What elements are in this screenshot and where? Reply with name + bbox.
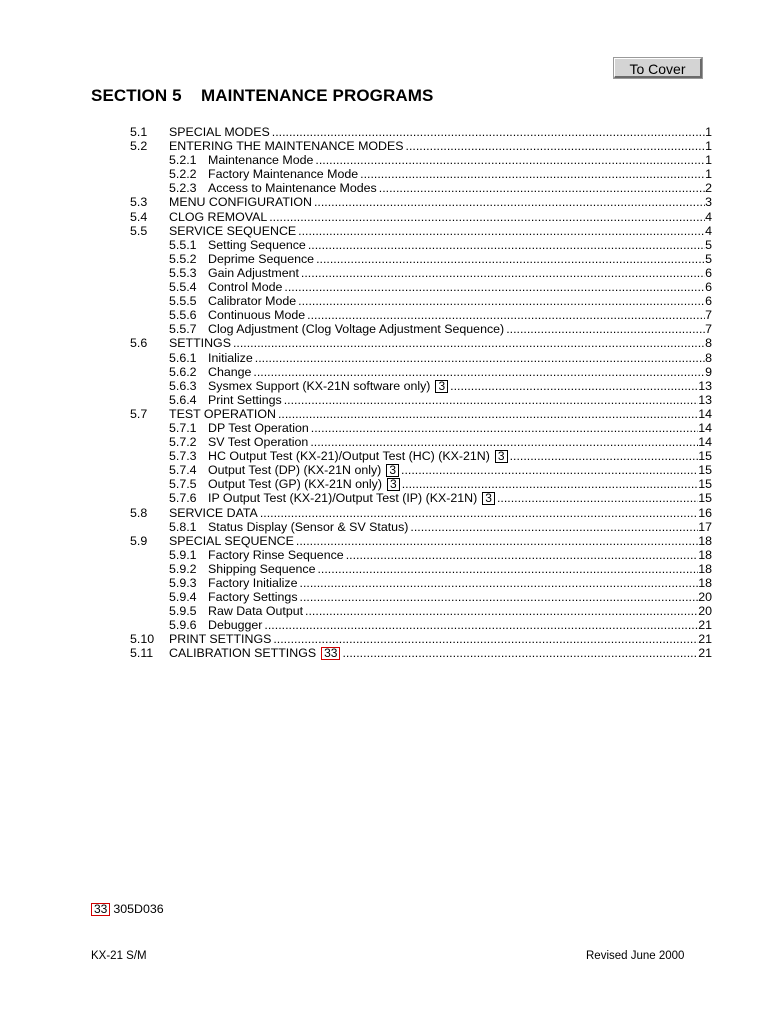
toc-entry-number: 5.5.7 xyxy=(169,322,197,337)
toc-entry-page: 7 xyxy=(705,322,712,337)
toc-entry-number: 5.9 xyxy=(130,533,148,548)
toc-entry-label: MENU CONFIGURATION xyxy=(169,195,312,210)
dot-leader xyxy=(402,477,699,491)
toc-entry-label: IP Output Test (KX-21)/Output Test (IP) (KX-21N) xyxy=(208,491,478,506)
dot-leader xyxy=(284,280,705,294)
dot-leader xyxy=(314,195,705,209)
toc-entry-label: Deprime Sequence xyxy=(208,251,315,266)
toc-entry-page: 15 xyxy=(698,491,712,506)
toc-entry-label: Maintenance Mode xyxy=(208,153,314,168)
toc-entry[interactable] xyxy=(130,294,712,308)
dot-leader xyxy=(301,266,705,280)
toc-entry-label: Control Mode xyxy=(208,280,283,295)
toc-entry[interactable] xyxy=(130,351,712,365)
toc-entry-label: Output Test (GP) (KX-21N only) xyxy=(208,477,382,492)
toc-entry-page: 8 xyxy=(705,336,712,351)
toc-entry-page: 5 xyxy=(705,237,712,252)
footer-revised-date: Revised June 2000 xyxy=(586,950,685,962)
toc-entry-label: Shipping Sequence xyxy=(208,561,316,576)
toc-entry-label: SETTINGS xyxy=(169,336,231,351)
toc-entry-number: 5.1 xyxy=(130,125,148,139)
dot-leader xyxy=(510,449,699,463)
dot-leader xyxy=(272,125,705,139)
toc-entry-page: 6 xyxy=(705,265,712,280)
toc-entry-label: CALIBRATION SETTINGS xyxy=(169,646,317,661)
toc-entry-number: 5.7.3 xyxy=(169,449,197,464)
revision-mark: 33 xyxy=(91,903,110,916)
toc-entry[interactable] xyxy=(130,252,712,266)
toc-entry[interactable] xyxy=(130,139,712,153)
toc-entry-number: 5.11 xyxy=(130,646,154,661)
toc-entry-label: Gain Adjustment xyxy=(208,265,299,280)
dot-leader xyxy=(300,576,699,590)
toc-entry-number: 5.9.2 xyxy=(169,561,197,576)
toc-entry-page: 17 xyxy=(698,519,712,534)
toc-entry-page: 1 xyxy=(705,125,712,139)
toc-entry-label: Factory Maintenance Mode xyxy=(208,167,359,182)
toc-entry-page: 4 xyxy=(705,223,712,238)
toc-entry[interactable] xyxy=(130,590,712,604)
toc-entry-label: TEST OPERATION xyxy=(169,406,276,421)
toc-entry-page: 18 xyxy=(698,576,712,590)
toc-entry-number: 5.6.4 xyxy=(169,392,197,407)
toc-entry-label: SERVICE SEQUENCE xyxy=(169,223,297,238)
toc-entry-page: 6 xyxy=(705,294,712,309)
toc-entry-number: 5.6.3 xyxy=(169,378,197,393)
dot-leader xyxy=(308,238,705,252)
dot-leader xyxy=(497,491,698,505)
dot-leader xyxy=(284,393,699,407)
toc-entry[interactable] xyxy=(130,224,712,238)
dot-leader xyxy=(315,153,705,167)
toc-entry-label: Initialize xyxy=(208,350,253,365)
dot-leader xyxy=(255,351,705,365)
toc-entry-page: 14 xyxy=(698,435,712,450)
toc-entry-number: 5.9.5 xyxy=(169,604,197,619)
dot-leader xyxy=(317,562,698,576)
toc-entry-page: 7 xyxy=(705,308,712,323)
toc-entry-page: 21 xyxy=(698,618,712,633)
toc-entry-number: 5.10 xyxy=(130,632,155,647)
toc-entry-page: 1 xyxy=(705,167,712,182)
toc-entry[interactable] xyxy=(130,407,712,421)
toc-entry-label: Change xyxy=(208,364,252,379)
toc-entry-label: Setting Sequence xyxy=(208,237,306,252)
toc-entry[interactable] xyxy=(130,520,712,534)
toc-entry-page: 6 xyxy=(705,280,712,295)
dot-leader xyxy=(298,224,705,238)
toc-entry-label: Sysmex Support (KX-21N software only) xyxy=(208,378,431,393)
toc-entry-page: 14 xyxy=(698,406,712,421)
toc-entry-page: 21 xyxy=(698,632,712,647)
toc-entry-page: 20 xyxy=(698,590,712,605)
toc-entry-number: 5.3 xyxy=(130,195,148,210)
toc-entry-page: 16 xyxy=(698,505,712,520)
toc-entry[interactable] xyxy=(130,280,712,294)
toc-entry-page: 18 xyxy=(698,547,712,562)
toc-entry-number: 5.5.5 xyxy=(169,294,197,309)
dot-leader xyxy=(379,181,705,195)
toc-entry[interactable] xyxy=(130,181,712,195)
toc-entry[interactable] xyxy=(130,463,712,477)
toc-entry-number: 5.9.3 xyxy=(169,576,197,590)
toc-entry[interactable] xyxy=(130,604,712,618)
toc-entry-page: 18 xyxy=(698,561,712,576)
toc-entry-label: CLOG REMOVAL xyxy=(169,209,268,224)
dot-leader xyxy=(342,646,698,660)
toc-entry-number: 5.7 xyxy=(130,406,148,421)
toc-entry-label: SERVICE DATA xyxy=(169,505,258,520)
revision-mark: 33 xyxy=(321,647,340,660)
toc-entry-page: 1 xyxy=(705,153,712,168)
dot-leader xyxy=(269,210,705,224)
revision-mark: 3 xyxy=(435,380,448,393)
toc-entry-page: 9 xyxy=(705,364,712,379)
toc-entry-number: 5.2.2 xyxy=(169,167,197,182)
toc-entry-page: 21 xyxy=(698,646,712,661)
toc-entry[interactable] xyxy=(130,266,712,280)
footer-doc-id: KX-21 S/M xyxy=(91,950,147,962)
revision-mark: 3 xyxy=(387,478,400,491)
toc-entry-page: 13 xyxy=(698,392,712,407)
toc-entry-label: SPECIAL SEQUENCE xyxy=(169,533,294,548)
toc-entry-label: PRINT SETTINGS xyxy=(169,632,272,647)
toc-entry-number: 5.5.2 xyxy=(169,251,197,266)
dot-leader xyxy=(506,322,705,336)
toc-entry[interactable] xyxy=(130,618,712,632)
toc-entry-page: 4 xyxy=(705,209,712,224)
toc-entry-number: 5.7.4 xyxy=(169,463,197,478)
toc-entry-page: 20 xyxy=(698,604,712,619)
toc-entry-number: 5.5 xyxy=(130,223,148,238)
dot-leader xyxy=(233,336,705,350)
to-cover-button[interactable]: To Cover xyxy=(614,58,702,78)
toc-entry-number: 5.7.5 xyxy=(169,477,197,492)
toc-entry-label: SV Test Operation xyxy=(208,435,309,450)
dot-leader xyxy=(260,506,698,520)
toc-entry[interactable] xyxy=(130,393,712,407)
section-number: SECTION 5 xyxy=(91,86,182,105)
toc-entry-page: 13 xyxy=(698,378,712,393)
toc-entry-label: DP Test Operation xyxy=(208,420,309,435)
toc-entry-label: Output Test (DP) (KX-21N only) xyxy=(208,463,382,478)
toc-entry-label: Factory Settings xyxy=(208,590,298,605)
dot-leader xyxy=(450,379,698,393)
toc-entry-number: 5.5.6 xyxy=(169,308,197,323)
toc-entry[interactable] xyxy=(130,153,712,167)
toc-entry[interactable] xyxy=(130,646,712,660)
toc-entry-page: 14 xyxy=(698,420,712,435)
revision-mark: 3 xyxy=(482,492,495,505)
dot-leader xyxy=(296,534,698,548)
revision-mark: 3 xyxy=(495,450,508,463)
toc-entry[interactable] xyxy=(130,195,712,209)
dot-leader xyxy=(278,407,698,421)
dot-leader xyxy=(360,167,705,181)
toc-entry[interactable] xyxy=(130,210,712,224)
toc-entry-page: 1 xyxy=(705,139,712,154)
dot-leader xyxy=(401,463,698,477)
toc-entry[interactable] xyxy=(130,365,712,379)
toc-entry-label: Status Display (Sensor & SV Status) xyxy=(208,519,409,534)
toc-entry[interactable] xyxy=(130,506,712,520)
toc-entry-number: 5.8 xyxy=(130,505,148,520)
toc-entry-number: 5.6 xyxy=(130,336,148,351)
toc-entry[interactable] xyxy=(130,308,712,322)
revision-code: 305D036 xyxy=(113,902,164,916)
toc-entry-number: 5.6.2 xyxy=(169,364,197,379)
revision-note xyxy=(91,902,164,916)
toc-entry-label: Continuous Mode xyxy=(208,308,306,323)
toc-entry-label: Debugger xyxy=(208,618,263,633)
toc-entry-number: 5.8.1 xyxy=(169,519,197,534)
dot-leader xyxy=(298,294,705,308)
dot-leader xyxy=(307,308,705,322)
toc-entry-number: 5.6.1 xyxy=(169,350,197,365)
toc-entry[interactable] xyxy=(130,336,712,350)
dot-leader xyxy=(273,632,698,646)
toc-entry-number: 5.4 xyxy=(130,209,148,224)
toc-entry-number: 5.9.4 xyxy=(169,590,197,605)
toc-entry-number: 5.2 xyxy=(130,139,148,154)
toc-entry-label: Clog Adjustment (Clog Voltage Adjustment Sequence) xyxy=(208,322,505,337)
table-of-contents xyxy=(130,125,712,661)
toc-entry-label: ENTERING THE MAINTENANCE MODES xyxy=(169,139,404,154)
dot-leader xyxy=(311,421,698,435)
toc-entry[interactable] xyxy=(130,238,712,252)
toc-entry-label: Access to Maintenance Modes xyxy=(208,181,377,196)
toc-entry[interactable] xyxy=(130,435,712,449)
toc-entry-number: 5.5.1 xyxy=(169,237,197,252)
toc-entry-number: 5.7.2 xyxy=(169,435,197,450)
toc-entry-page: 18 xyxy=(698,533,712,548)
dot-leader xyxy=(300,590,699,604)
toc-entry-number: 5.7.1 xyxy=(169,420,197,435)
toc-entry-page: 3 xyxy=(705,195,712,210)
dot-leader xyxy=(305,604,698,618)
toc-entry-label: HC Output Test (KX-21)/Output Test (HC) (KX-21N) xyxy=(208,449,490,464)
dot-leader xyxy=(406,139,706,153)
toc-entry[interactable] xyxy=(130,379,712,393)
toc-entry-label: Raw Data Output xyxy=(208,604,304,619)
toc-entry-number: 5.7.6 xyxy=(169,491,197,506)
toc-entry-number: 5.5.3 xyxy=(169,265,197,280)
dot-leader xyxy=(410,520,698,534)
toc-entry-page: 8 xyxy=(705,350,712,365)
toc-entry[interactable] xyxy=(130,322,712,336)
toc-entry[interactable] xyxy=(130,125,712,139)
toc-entry-number: 5.5.4 xyxy=(169,280,197,295)
toc-entry[interactable] xyxy=(130,491,712,505)
toc-entry-page: 15 xyxy=(698,477,712,492)
toc-entry[interactable] xyxy=(130,421,712,435)
section-title xyxy=(91,86,433,106)
toc-entry-label: SPECIAL MODES xyxy=(169,125,270,139)
toc-entry-number: 5.9.1 xyxy=(169,547,197,562)
dot-leader xyxy=(346,548,699,562)
toc-entry-label: Print Settings xyxy=(208,392,282,407)
toc-entry-label: Calibrator Mode xyxy=(208,294,297,309)
toc-entry[interactable] xyxy=(130,449,712,463)
toc-entry[interactable] xyxy=(130,632,712,646)
toc-entry-number: 5.2.1 xyxy=(169,153,197,168)
revision-mark: 3 xyxy=(386,464,399,477)
dot-leader xyxy=(316,252,705,266)
dot-leader xyxy=(310,435,698,449)
toc-entry-page: 5 xyxy=(705,251,712,266)
toc-entry[interactable] xyxy=(130,477,712,491)
toc-entry-number: 5.9.6 xyxy=(169,618,197,633)
toc-entry[interactable] xyxy=(130,167,712,181)
toc-entry[interactable] xyxy=(130,548,712,562)
dot-leader xyxy=(264,618,698,632)
toc-entry-number: 5.2.3 xyxy=(169,181,197,196)
toc-entry-label: Factory Rinse Sequence xyxy=(208,547,344,562)
toc-entry-page: 2 xyxy=(705,181,712,196)
toc-entry[interactable] xyxy=(130,562,712,576)
toc-entry[interactable] xyxy=(130,534,712,548)
toc-entry-page: 15 xyxy=(698,449,712,464)
dot-leader xyxy=(253,365,705,379)
toc-entry[interactable] xyxy=(130,576,712,590)
toc-entry-page: 15 xyxy=(698,463,712,478)
section-heading: MAINTENANCE PROGRAMS xyxy=(201,86,434,105)
toc-entry-label: Factory Initialize xyxy=(208,576,298,590)
